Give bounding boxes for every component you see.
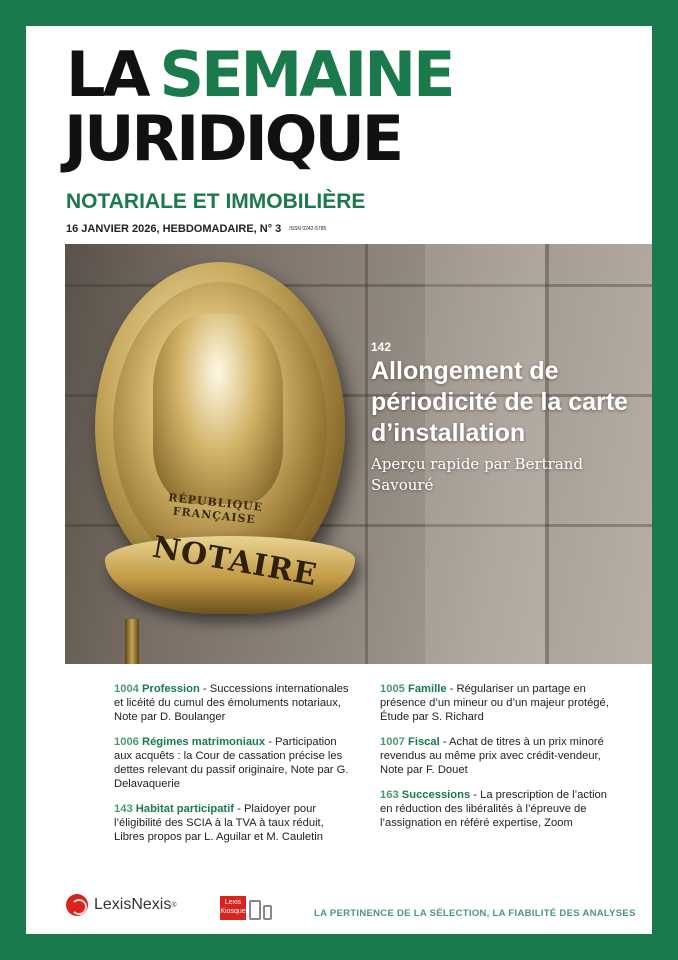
article-number: 163: [380, 789, 399, 801]
logo-text: LexisNexis: [94, 896, 172, 913]
article-item[interactable]: [380, 788, 620, 830]
article-number: 1007: [380, 736, 405, 748]
publication-subtitle: NOTARIALE ET IMMOBILIÈRE: [66, 190, 366, 213]
plaque-notaire-text: NOTAIRE: [150, 529, 320, 594]
feature-number: 142: [371, 340, 392, 354]
kiosque-badge-bottom: Kiosque: [220, 908, 246, 915]
feature-title[interactable]: Allongement de périodicité de la carte d’installation: [371, 357, 629, 447]
article-number: 1004: [114, 683, 139, 695]
article-text: - La prescription de l’action en réduction des libéralités à l’épreuve de l’assignation en référé expertise, Zoom: [380, 789, 607, 829]
lexis-kiosque[interactable]: [220, 896, 272, 920]
article-category: Régimes matrimoniaux: [142, 736, 266, 748]
kiosque-badge-top: Lexis: [224, 899, 242, 906]
title-semaine: SEMAINE: [159, 38, 453, 111]
article-category: Famille: [408, 683, 447, 695]
article-text: - Régulariser un partage en présence d’un mineur ou d’un majeur protégé, Étude par S. Richard: [380, 683, 609, 723]
article-item[interactable]: [114, 802, 354, 844]
phone-icon: [263, 905, 272, 920]
issue-info: [66, 223, 326, 235]
logo-registered: ®: [171, 901, 177, 909]
article-number: 143: [114, 803, 133, 815]
tablet-icon: [249, 900, 261, 920]
article-item[interactable]: [380, 735, 620, 777]
articles-column-left: [114, 682, 354, 855]
title-la: LA: [66, 38, 148, 111]
article-text: - Successions internationales et licéité du cumul des émoluments notariaux, Note par D. Boulanger: [114, 683, 349, 723]
cover-photo: [65, 244, 652, 664]
lexisnexis-logo[interactable]: [66, 894, 177, 916]
issue-date: 16 JANVIER 2026, HEBDOMADAIRE, N° 3: [66, 223, 282, 235]
marianne-figure-icon: [153, 314, 283, 504]
plaque-pole: [125, 619, 139, 664]
issn: ISSN 0242-5785: [289, 226, 327, 233]
article-category: Successions: [401, 789, 471, 801]
kiosque-badge: [220, 896, 246, 920]
article-text: - Plaidoyer pour l’éligibilité des SCIA à la TVA à taux réduit, Libres propos par L. Aguilar et M. Cauletin: [114, 803, 324, 843]
article-text: - Achat de titres à un prix minoré revendus au même prix avec crédit-vendeur, Note par F. Douet: [380, 736, 604, 776]
cover-page: [26, 26, 652, 934]
masthead-title-top: [66, 38, 453, 111]
article-category: Profession: [142, 683, 200, 695]
feature-subtitle: Aperçu rapide par Bertrand Savouré: [371, 455, 584, 494]
article-number: 1005: [380, 683, 405, 695]
tagline: LA PERTINENCE DE LA SÉLECTION, LA FIABILITÉ DES ANALYSES: [314, 908, 636, 919]
article-item[interactable]: [114, 735, 354, 791]
lexisnexis-logo-icon: [66, 894, 88, 916]
article-item[interactable]: [114, 682, 354, 724]
article-item[interactable]: [380, 682, 620, 724]
article-category: Fiscal: [408, 736, 440, 748]
article-text: - Participation aux acquêts : la Cour de cassation précise les dettes relevant du passif originaire, Note par G. Delavaquerie: [114, 736, 349, 790]
title-juridique: JURIDIQUE: [64, 102, 402, 175]
articles-column-right: [380, 682, 620, 841]
plaque-republique-text: RÉPUBLIQUE FRANÇAISE: [167, 491, 264, 527]
article-number: 1006: [114, 736, 139, 748]
article-category: Habitat participatif: [135, 803, 234, 815]
